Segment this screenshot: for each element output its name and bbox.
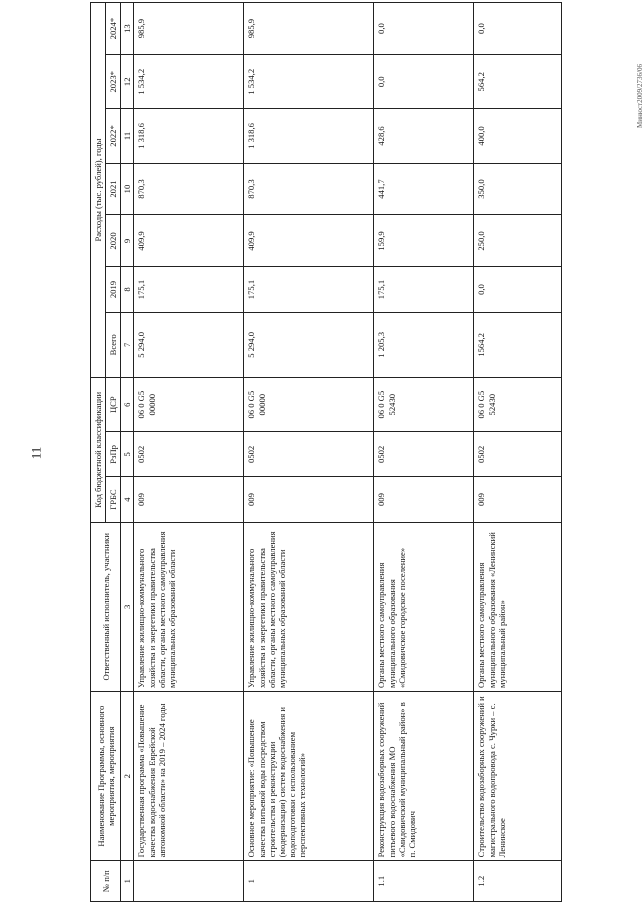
row-2020: 409,9 — [134, 215, 244, 267]
row-grbs: 009 — [134, 477, 244, 522]
header-total: Всего — [106, 312, 121, 377]
table-row — [134, 3, 244, 902]
header-rzpr: РзПр — [106, 432, 121, 477]
column-index: 12 — [121, 55, 134, 109]
row-2021: 870,3 — [244, 163, 374, 215]
header-2024: 2024* — [106, 3, 121, 55]
row-total: 1564,2 — [474, 312, 562, 377]
row-csr: 06 0 G5 00000 — [244, 378, 374, 432]
header-2019: 2019 — [106, 267, 121, 312]
header-grbs: ГРБС — [106, 477, 121, 522]
page-number: 11 — [28, 446, 44, 460]
row-2019: 175,1 — [374, 267, 474, 312]
header-budget-code: Код бюджетной классификации — [91, 378, 106, 523]
row-2024: 0,0 — [474, 3, 562, 55]
row-rzpr: 0502 — [474, 432, 562, 477]
row-name: Строительство водозаборных сооружений и магистрального водопровода с. Чурки – с. Ленинское — [474, 691, 562, 860]
row-total: 5 294,0 — [134, 312, 244, 377]
column-index: 6 — [121, 378, 134, 432]
row-num: 1.2 — [474, 861, 562, 902]
row-name: Государственная программа «Повышение качества водоснабжения Еврейской автономной области» на 2019 – 2024 годы — [134, 691, 244, 860]
column-index: 5 — [121, 432, 134, 477]
expenses-table — [90, 2, 562, 902]
table-row — [244, 3, 374, 902]
row-2024: 985,9 — [244, 3, 374, 55]
row-executor: Органы местного самоуправления муниципального образования «Ленинский муниципальный район» — [474, 522, 562, 691]
row-2023: 1 534,2 — [134, 55, 244, 109]
row-2019: 0,0 — [474, 267, 562, 312]
row-grbs: 009 — [474, 477, 562, 522]
header-2022: 2022* — [106, 109, 121, 163]
row-2024: 985,9 — [134, 3, 244, 55]
side-note: Минюст2009/2736/06 — [636, 63, 644, 129]
row-total: 5 294,0 — [244, 312, 374, 377]
header-2020: 2020 — [106, 215, 121, 267]
row-rzpr: 0502 — [244, 432, 374, 477]
header-csr: ЦСР — [106, 378, 121, 432]
rotated-table-container — [90, 2, 630, 902]
table-row — [474, 3, 562, 902]
header-num: № п/п — [91, 861, 121, 902]
column-index: 10 — [121, 163, 134, 215]
row-name: Реконструкция водозаборных сооружений питьевого водоснабжения МО «Смидовичский муниципальный район» в п. Смидович — [374, 691, 474, 860]
column-index: 9 — [121, 215, 134, 267]
row-grbs: 009 — [244, 477, 374, 522]
row-total: 1 205,3 — [374, 312, 474, 377]
row-2019: 175,1 — [134, 267, 244, 312]
column-index: 4 — [121, 477, 134, 522]
row-2022: 428,6 — [374, 109, 474, 163]
row-2020: 409,9 — [244, 215, 374, 267]
row-grbs: 009 — [374, 477, 474, 522]
row-num — [134, 861, 244, 902]
row-2023: 564,2 — [474, 55, 562, 109]
header-2021: 2021 — [106, 163, 121, 215]
row-2021: 870,3 — [134, 163, 244, 215]
header-executor: Ответственный исполнитель, участники — [91, 522, 121, 691]
row-2023: 0,0 — [374, 55, 474, 109]
header-expenses: Расходы (тыс. рублей), годы — [91, 3, 106, 378]
row-rzpr: 0502 — [134, 432, 244, 477]
header-name: Наименование Программы, основного мероприятия, мероприятия — [91, 691, 121, 860]
column-index: 11 — [121, 109, 134, 163]
column-index: 13 — [121, 3, 134, 55]
row-rzpr: 0502 — [374, 432, 474, 477]
row-2024: 0,0 — [374, 3, 474, 55]
row-2022: 1 318,6 — [134, 109, 244, 163]
row-num: 1 — [244, 861, 374, 902]
row-2022: 1 318,6 — [244, 109, 374, 163]
table-row — [374, 3, 474, 902]
row-csr: 06 0 G5 52430 — [474, 378, 562, 432]
row-csr: 06 0 G5 52430 — [374, 378, 474, 432]
row-csr: 06 0 G5 00000 — [134, 378, 244, 432]
column-index: 7 — [121, 312, 134, 377]
column-index: 3 — [121, 522, 134, 691]
header-2023: 2023* — [106, 55, 121, 109]
column-index: 1 — [121, 861, 134, 902]
column-index: 8 — [121, 267, 134, 312]
column-index-row — [121, 3, 134, 902]
row-2020: 159,9 — [374, 215, 474, 267]
row-name: Основное мероприятие: «Повышение качества питьевой воды посредством строительства и реконструкции (модернизации) систем водоснабжения и водоподготовки с использованием перспективных технологий» — [244, 691, 374, 860]
row-executor: Органы местного самоуправления муниципального образования «Смидовичское городское поселение» — [374, 522, 474, 691]
row-executor: Управление жилищно-коммунального хозяйства и энергетики правительства области, органы местного самоуправления муниципальных образований области — [244, 522, 374, 691]
row-2019: 175,1 — [244, 267, 374, 312]
row-2020: 250,0 — [474, 215, 562, 267]
column-index: 2 — [121, 691, 134, 860]
row-executor: Управление жилищно-коммунального хозяйства и энергетики правительства области, органы местного самоуправления муниципальных образований области — [134, 522, 244, 691]
row-2023: 1 534,2 — [244, 55, 374, 109]
row-num: 1.1 — [374, 861, 474, 902]
row-2021: 441,7 — [374, 163, 474, 215]
row-2021: 350,0 — [474, 163, 562, 215]
row-2022: 400,0 — [474, 109, 562, 163]
